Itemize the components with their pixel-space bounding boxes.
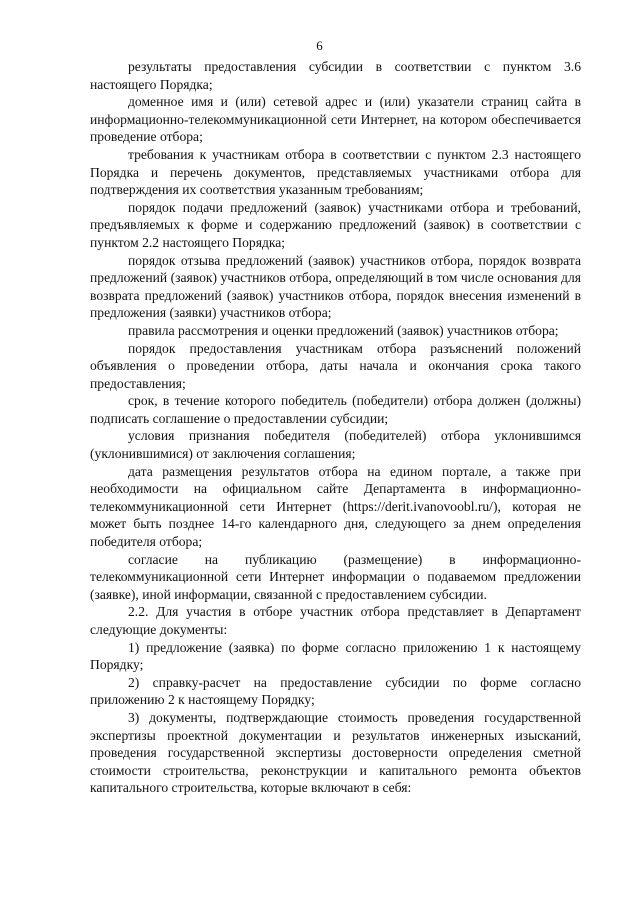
paragraph-results-publication: дата размещения результатов отбора на едином портале, а также при необходимости на официальном сайте Департамента в информационно-телекоммуникационной сети Интернет (https://derit.ivanovoobl.ru/), которая не может быть позднее 14-го календарного дня, следующего за днем определения победителя отбора; <box>90 463 581 550</box>
paragraph-evaluation-rules: правила рассмотрения и оценки предложений (заявок) участников отбора; <box>128 322 559 338</box>
paragraph-participant-requirements: требования к участникам отбора в соответствии с пунктом 2.3 настоящего Порядка и перечень документов, представляемых участниками отбора для подтверждения их соответствия указанным требованиям; <box>90 146 581 198</box>
page-number: 6 <box>316 38 323 53</box>
paragraph-clarifications: порядок предоставления участникам отбора разъяснений положений объявления о проведении отбора, даты начала и окончания срока такого предоставления; <box>90 340 581 391</box>
paragraph-subsidy-results: результаты предоставления субсидии в соответствии с пунктом 3.6 настоящего Порядка; <box>90 59 581 92</box>
paragraph-signing-deadline: срок, в течение которого победитель (победители) отбора должен (должны) подписать соглашение о предоставлении субсидии; <box>90 393 581 426</box>
paragraph-submission-procedure: порядок подачи предложений (заявок) участниками отбора и требований, предъявляемых к форме и содержанию предложений (заявок) в соответствии с пунктом 2.2 настоящего Порядка; <box>90 199 581 250</box>
paragraph-withdrawal-procedure: порядок отзыва предложений (заявок) участников отбора, порядок возврата предложений (заявок) участников отбора, определяющий в том числе основания для возврата предложений (заявок) участников отбора, порядок внесения изменений в предложения (заявки) участников отбора; <box>90 252 581 321</box>
paragraph-item-1: 1) предложение (заявка) по форме согласно приложению 1 к настоящему Порядку; <box>90 639 581 673</box>
paragraph-publication-consent: согласие на публикацию (размещение) в информационно-телекоммуникационной сети Интернет информации о подаваемом предложении (заявке), иной информации, связанной с предоставлением субсидии. <box>90 551 581 602</box>
paragraph-section-2-2: 2.2. Для участия в отборе участник отбора представляет в Департамент следующие документы: <box>90 604 581 637</box>
paragraph-evasion-conditions: условия признания победителя (победителей) отбора уклонившимся (уклонившимися) от заключения соглашения; <box>90 428 581 462</box>
paragraph-item-3: 3) документы, подтверждающие стоимость проведения государственной экспертизы проектной документации и результатов инженерных изысканий, проведения государственной экспертизы достоверности определения сметной стоимости строительства, реконструкции и капитального ремонта объектов капитального строительства, которые включают в себя: <box>90 709 581 796</box>
paragraph-domain-name: доменное имя и (или) сетевой адрес и (или) указатели страниц сайта в информационно-телекоммуникационной сети Интернет, на котором обеспечивается проведение отбора; <box>90 94 581 145</box>
document-body <box>90 58 581 797</box>
paragraph-item-2: 2) справку-расчет на предоставление субсидии по форме согласно приложению 2 к настоящему Порядку; <box>90 674 581 708</box>
